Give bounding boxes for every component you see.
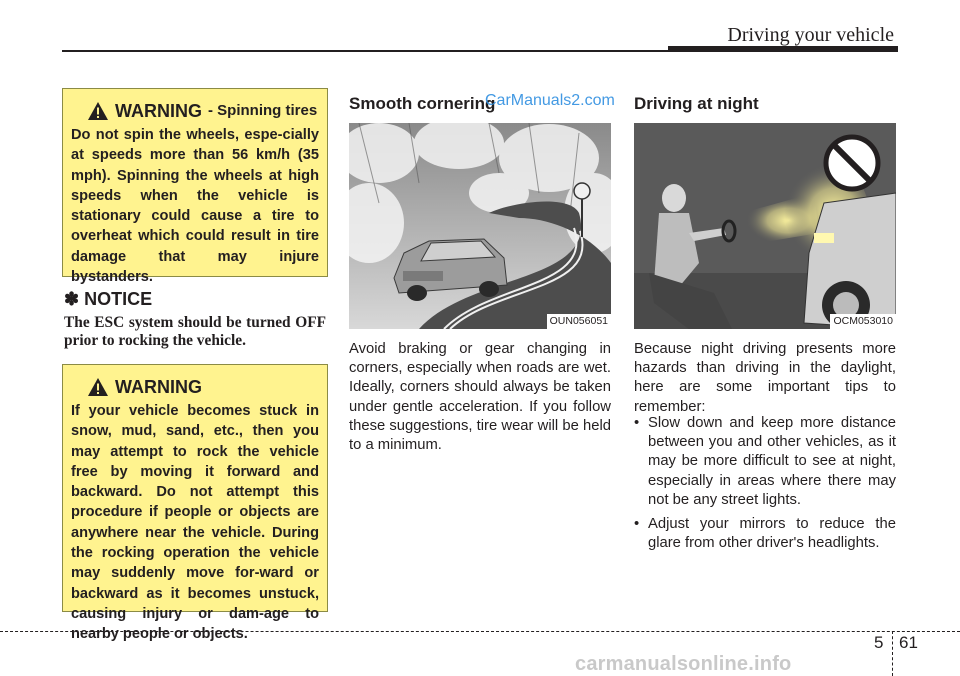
page-number: 61: [899, 633, 918, 652]
footer-watermark: carmanualsonline.info: [575, 653, 792, 675]
section-number: 5: [874, 633, 884, 652]
driving-at-night-heading: Driving at night: [634, 94, 759, 113]
night-driving-illustration: [634, 123, 896, 329]
list-item: • Slow down and keep more distance between you and other vehicles, as it may be more difficult to see at night, especially in areas where there may not be any street lights.: [634, 414, 896, 510]
footer-rule: [0, 631, 960, 632]
cornering-scene-image: [349, 123, 611, 329]
warning-title: WARNING: [115, 101, 202, 121]
smooth-cornering-text: Avoid braking or gear changing in corners, especially when roads are wet. Ideally, corners should always be taken under gentle acceleration. If you follow these suggestions, tire wear will be held to a minimum.: [349, 341, 611, 454]
warning-triangle-icon: [87, 101, 109, 121]
warning-box-spinning-tires: [62, 88, 328, 286]
section-title: Driving your vehicle: [727, 24, 894, 46]
prohibition-icon: [826, 137, 878, 189]
warning-title: WARNING: [115, 377, 202, 397]
image-code: OUN056051: [547, 314, 611, 329]
header-rule: [62, 50, 668, 52]
warning-subtitle: - Spinning tires: [208, 102, 318, 119]
warning-body: Do not spin the wheels, espe-cially at speeds more than 56 km/h (35 mph). Spinning the wheels at high speeds when the vehicle is stationary could cause a tire to overheat which could result in tire damage that may injure bystanders.: [71, 127, 319, 286]
night-glare-scene-image: [634, 123, 896, 329]
notice-title: ✽ NOTICE: [64, 289, 153, 309]
warning-heading: [71, 101, 319, 121]
carmanuals-watermark: CarManuals2.com: [485, 92, 615, 109]
warning-triangle-icon: [87, 377, 109, 397]
driving-at-night-intro: Because night driving presents more hazards than driving in the daylight, here are some important tips to remember:: [634, 341, 896, 415]
list-item: • Adjust your mirrors to reduce the glare from other driver's headlights.: [634, 515, 896, 553]
footer-divider: [892, 631, 893, 676]
smooth-cornering-heading: Smooth cornering: [349, 94, 496, 113]
warning-body: If your vehicle becomes stuck in snow, mud, sand, etc., then you may attempt to rock the vehicle free by moving it forward and backward. Do not attempt this procedure if people or objects are anywhere near the vehicle. During the rocking operation the vehicle may suddenly move for-ward or backward as it becomes unstuck, causing injury or dam-age to nearby people or objects.: [71, 403, 319, 643]
driving-at-night-tips: [634, 414, 896, 553]
warning-heading: [71, 377, 319, 397]
header-rule-accent: [668, 46, 898, 52]
image-code: OCM053010: [830, 314, 896, 329]
notice-body: The ESC system should be turned OFF prior to rocking the vehicle.: [64, 314, 326, 349]
cornering-illustration: [349, 123, 611, 329]
warning-box-rocking: [62, 364, 328, 643]
